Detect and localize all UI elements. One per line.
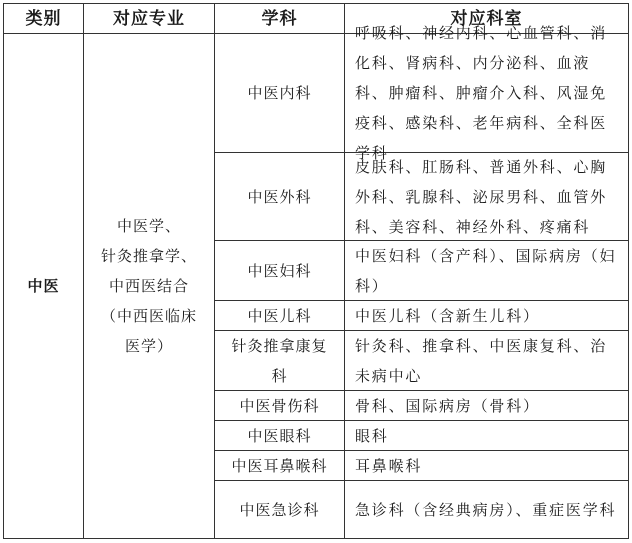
header-category: 类别 (25, 8, 62, 29)
header-department: 对应科室 (450, 8, 523, 29)
major-line: 医学） (124, 337, 173, 355)
major-line: 中医学、 (116, 217, 181, 235)
major-line: 针灸推拿学、 (100, 247, 197, 265)
subject-cell: 中医外科 (247, 187, 312, 206)
major-line: （中西医临床 (100, 307, 197, 325)
department-cell: 中医儿科（含新生儿科） (355, 306, 540, 325)
major-line: 中西医结合 (108, 277, 189, 295)
subject-cell: 中医妇科 (247, 261, 312, 280)
subject-cell: 针灸推拿康复科 (231, 336, 328, 385)
department-cell: 中医妇科（含产科）、国际病房（妇科） (355, 246, 617, 295)
header-major: 对应专业 (113, 8, 185, 29)
department-cell: 皮肤科、肛肠科、普通外科、心胸外科、乳腺科、泌尿男科、血管外科、美容科、神经外科、疼痛科 (355, 157, 608, 236)
major-cell (84, 34, 214, 538)
category-cell: 中医 (27, 277, 60, 295)
subject-cell: 中医耳鼻喉科 (231, 456, 328, 475)
subject-cell: 中医急诊科 (239, 500, 320, 519)
subject-cell: 中医儿科 (247, 306, 312, 325)
department-cell: 耳鼻喉科 (355, 456, 423, 475)
department-cell: 骨科、国际病房（骨科） (355, 396, 540, 415)
department-cell: 呼吸科、神经内科、心血管科、消化科、肾病科、内分泌科、血液科、肿瘤科、肿瘤介入科、风湿免疫科、感染科、老年病科、全科医学科 (355, 24, 608, 162)
department-cell: 急诊科（含经典病房）、重症医学科 (355, 500, 617, 519)
department-cell: 眼科 (355, 426, 389, 445)
subject-cell: 中医骨伤科 (239, 396, 320, 415)
subject-cell: 中医内科 (247, 84, 312, 102)
header-subject: 学科 (261, 8, 298, 29)
subject-cell: 中医眼科 (247, 426, 312, 445)
department-cell: 针灸科、推拿科、中医康复科、治未病中心 (355, 336, 608, 385)
